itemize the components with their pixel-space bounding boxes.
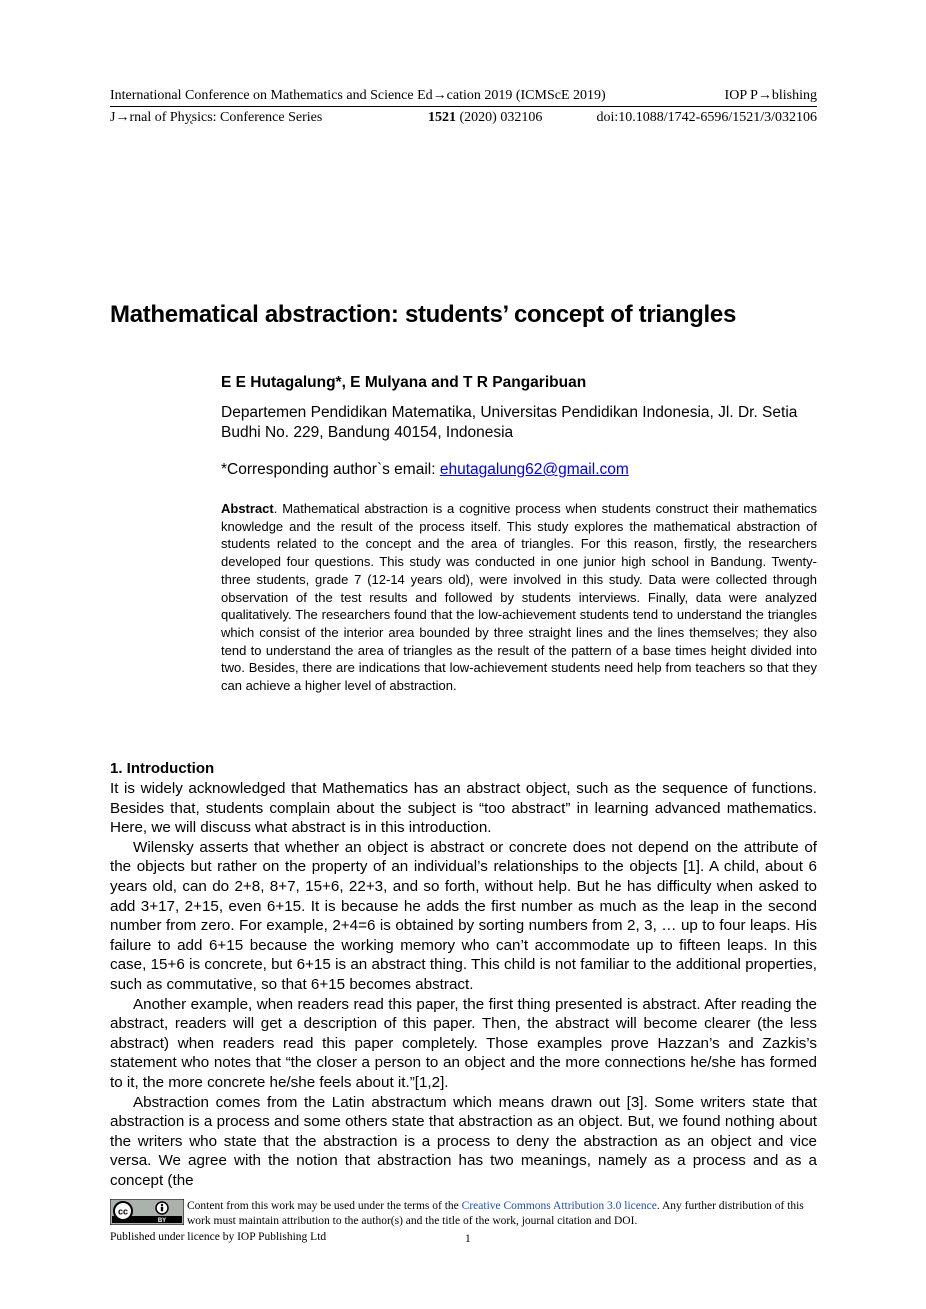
cc-badge-text: cc — [117, 1206, 129, 1217]
paragraph: It is widely acknowledged that Mathematics has an abstract object, such as the sequence of functions. Besides that, students complain about the subject is “too abstract” in learning advanced mathematics. Here, we will discuss what abstract is in this introduction. — [110, 780, 817, 837]
abstract-text: . Mathematical abstraction is a cognitive process when students construct their mathematics knowledge and the result of the process itself. This study explores the mathematical abstraction of students related to the concept and the area of triangles. For this reason, firstly, the researchers developed four questions. This study was conducted in one junior high school in Bandung. Twenty-three students, grade 7 (12-14 years old), were involved in this study. Data were collected through observation of the test results and followed by students interviews. Finally, data were analyzed qualitatively. The researchers found that the low-achievement students tend to understand the triangles which consist of the interior area bounded by three straight lines and the lines themselves; they also tend to understand the area of triangles as the result of the pattern of a base times height divided into two. Besides, there are indications that low-achievement students need help from teachers so that they can achieve a higher level of abstraction. — [221, 501, 817, 694]
license-post: . Any further distribution of this work must maintain attribution to the author(s) and the title of the work, journal citation and DOI. — [187, 1200, 804, 1227]
abstract — [221, 500, 817, 695]
header-rule — [110, 106, 817, 107]
running-header — [110, 88, 817, 104]
doi: doi:10.1088/1742-6596/1521/3/032106 — [596, 110, 817, 125]
issue: (2020) 032106 — [459, 110, 543, 125]
section-heading: 1. Introduction — [110, 760, 215, 777]
paper-title: Mathematical abstraction: students’ concept of triangles — [110, 301, 736, 328]
email-link[interactable]: ehutagalung62@gmail.com — [439, 461, 629, 478]
volume-issue — [428, 110, 542, 126]
volume: 1521 — [428, 110, 456, 125]
by-badge-text: BY — [157, 1218, 167, 1224]
journal-line — [110, 110, 817, 126]
page-number: 1 — [465, 1233, 471, 1245]
published-notice: Published under licence by IOP Publishing Ltd — [110, 1231, 327, 1243]
paragraph: Wilensky asserts that whether an object is abstract or concrete does not depend on the attribute of the objects but rather on the property of an individual’s relationships to the objects [1]. A child, about 6 years old, can do 2+8, 8+7, 15+6, 22+3, and so forth, without help. But he has difficulty when asked to add 3+17, 2+15, even 6+15. It is because he adds the first number as much as the leap in the second number from zero. For example, 2+4=6 is obtained by sorting numbers from 2, 3, … up to four leaps. His failure to add 6+15 because the working memory who can’t accommodate up to fifteen leaps. In this case, 15+6 is concrete, but 6+15 is an abstract thing. This child is not familiar to the additional properties, such as commutative, so that 6+15 becomes abstract. — [110, 838, 817, 993]
paragraph: Another example, when readers read this paper, the first thing presented is abstract. After reading the abstract, readers will get a description of this paper. Then, the abstract will become clearer (the less abstract) when readers read this paper completely. Those examples prove Hazzan’s and Zazkis’s statement who notes that “the closer a person to an object and the more connections he/she has formed to it, the more concrete he/she feels about it.”[1,2]. — [110, 995, 817, 1091]
license-link[interactable]: Creative Commons Attribution 3.0 licence — [461, 1200, 657, 1212]
abstract-label: Abstract — [221, 501, 274, 516]
license-notice — [187, 1199, 817, 1229]
corresponding-label: *Corresponding author`s email: — [221, 461, 440, 478]
authors: E E Hutagalung*, E Mulyana and T R Pangaribuan — [221, 374, 587, 391]
corresponding-author — [221, 461, 629, 479]
publisher-name: IOP P→blishing — [724, 88, 817, 103]
affiliation: Departemen Pendidikan Matematika, Universitas Pendidikan Indonesia, Jl. Dr. Setia Budhi No. 229, Bandung 40154, Indonesia — [221, 404, 798, 441]
license-pre: Content from this work may be used under the terms of the — [187, 1200, 462, 1212]
cc-by-license-icon[interactable] — [110, 1199, 184, 1225]
conference-name: International Conference on Mathematics and Science Ed→cation 2019 (ICMScE 2019) — [110, 88, 606, 103]
paragraph: Abstraction comes from the Latin abstractum which means drawn out [3]. Some writers state that abstraction is a process and some others state that abstraction as an object. But, we found nothing about the writers who state that the abstraction is a process to deny the abstraction as an object and vice versa. We agree with the notion that abstraction has two meanings, namely as a process and as a concept (the — [110, 1093, 817, 1189]
section-body — [110, 779, 817, 1190]
journal-name: J→rnal of Phy̨sics: Conference Series — [110, 110, 323, 125]
